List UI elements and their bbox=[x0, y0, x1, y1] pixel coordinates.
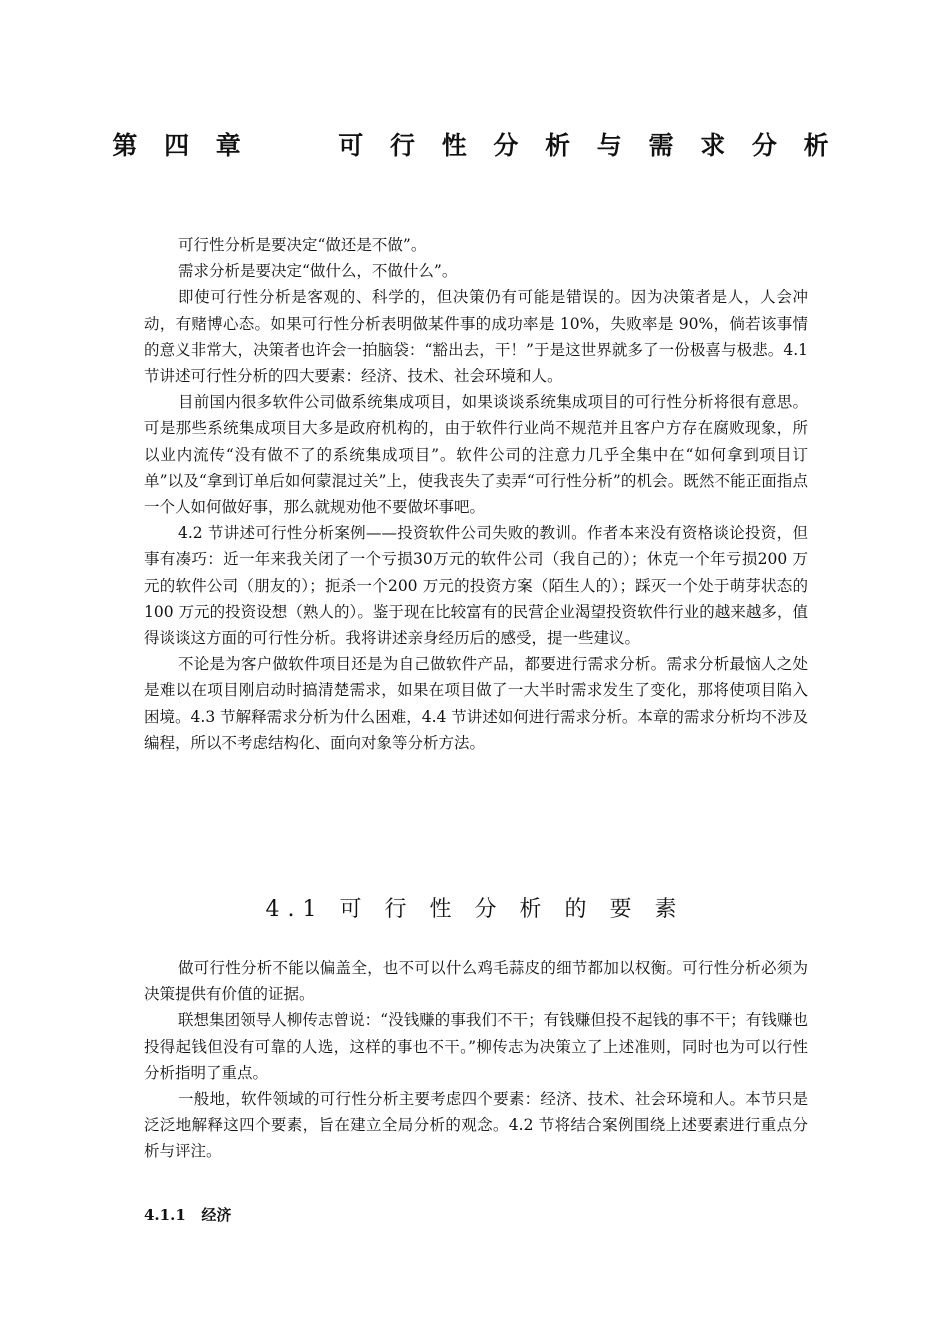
section-title: 4.1 可 行 性 分 析 的 要 素 bbox=[265, 897, 685, 922]
paragraph: 4.2 节讲述可行性分析案例——投资软件公司失败的教训。作者本来没有资格谈论投资，但事有凑巧：近一年来我关闭了一个亏损30万元的软件公司（我自己的）；休克一个年亏损200 万元的软件公司（朋友的）；扼杀一个200 万元的投资方案（陌生人的）；踩灭一个处于萌芽状态的100 万元的投资设想（熟人的）。鉴于现在比较富有的民营企业渴望投资软件行业的越来越多，值得谈谈这方面的可行性分析。我将讲述亲身经历后的感受，提一些建议。 bbox=[144, 524, 808, 648]
paragraph: 不论是为客户做软件项目还是为自己做软件产品，都要进行需求分析。需求分析最恼人之处是难以在项目刚启动时搞清楚需求，如果在项目做了一大半时需求发生了变化，那将使项目陷入困境。4.3 节解释需求分析为什么困难，4.4 节讲述如何进行需求分析。本章的需求分析均不涉及编程，所以不考虑结构化、面向对象等分析方法。 bbox=[144, 655, 808, 752]
paragraph: 需求分析是要决定“做什么，不做什么”。 bbox=[178, 262, 458, 281]
paragraph: 可行性分析是要决定“做还是不做”。 bbox=[178, 236, 427, 254]
section-text-block bbox=[144, 955, 808, 1165]
chapter-title: 第 四 章 可 行 性 分 析 与 需 求 分 析 bbox=[112, 131, 838, 160]
intro-text-block bbox=[144, 232, 808, 756]
paragraph: 联想集团领导人柳传志曾说：“没钱赚的事我们不干；有钱赚但投不起钱的事不干；有钱赚也投得起钱但没有可靠的人选，这样的事也不干。”柳传志为决策立了上述准则，同时也为可以行性分析指明了重点。 bbox=[144, 1011, 808, 1082]
paragraph: 即使可行性分析是客观的、科学的，但决策仍有可能是错误的。因为决策者是人，人会冲动，有赌博心态。如果可行性分析表明做某件事的成功率是 10%，失败率是 90%，倘若该事情的意义非常大，决策者也许会一拍脑袋：“豁出去，干！”于是这世界就多了一份极喜与极悲。4.1 节讲述可行性分析的四大要素：经济、技术、社会环境和人。 bbox=[144, 288, 808, 386]
paragraph: 一般地，软件领域的可行性分析主要考虑四个要素：经济、技术、社会环境和人。本节只是泛泛地解释这四个要素，旨在建立全局分析的观念。4.2 节将结合案例围绕上述要素进行重点分析与评注。 bbox=[144, 1090, 808, 1161]
subsection-title: 4.1.1 经济 bbox=[144, 1206, 232, 1224]
paragraph: 做可行性分析不能以偏盖全，也不可以什么鸡毛蒜皮的细节都加以权衡。可行性分析必须为决策提供有价值的证据。 bbox=[144, 959, 808, 1004]
paragraph: 目前国内很多软件公司做系统集成项目，如果谈谈系统集成项目的可行性分析将很有意思。可是那些系统集成项目大多是政府机构的，由于软件行业尚不规范并且客户方存在腐败现象，所以业内流传“没有做不了的系统集成项目”。软件公司的注意力几乎全集中在“如何拿到项目订单”以及“拿到订单后如何蒙混过关”上，使我丧失了卖弄“可行性分析”的机会。既然不能正面指点一个人如何做好事，那么就规劝他不要做坏事吧。 bbox=[144, 393, 808, 517]
